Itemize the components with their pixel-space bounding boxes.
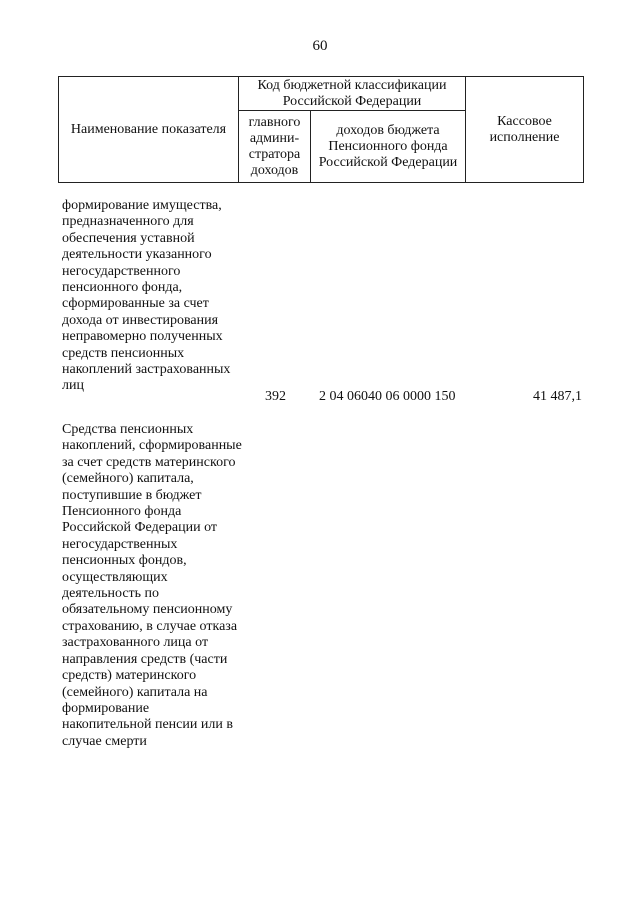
revenue-code-header: доходов бюджета Пенсионного фонда Российской Федерации [311, 111, 466, 183]
row-indicator-name: формирование имущества, предназначенного для обеспечения уставной деятельности указанного негосударственного пенсионного фонда, сформированные за счет дохода от инвестирования неправомерно полученных средств пенсионных накоплений застрахованных лиц [62, 198, 231, 394]
budget-table-header [58, 76, 584, 183]
cash-execution-header: Кассовое исполнение [466, 77, 584, 183]
indicator-name-header: Наименование показателя [59, 77, 239, 183]
row-revenue-code: 2 04 06040 06 0000 150 [319, 389, 456, 404]
row-amount: 41 487,1 [533, 389, 582, 404]
budget-code-group-header: Код бюджетной классификации Российской Федерации [239, 77, 466, 111]
row-indicator-name: Средства пенсионных накоплений, сформированные за счет средств материнского (семейного) капитала, поступившие в бюджет Пенсионного фонда Российской Федерации от негосударственных пенсионных фондов, осуществляющих деятельность по обязательному пенсионному страхованию, в случае отказа застрахованного лица от направления средств (части средств) материнского (семейного) капитала на формирование накопительной пенсии или в случае смерти [62, 422, 242, 749]
row-admin-code: 392 [265, 389, 286, 404]
chief-admin-header: главного админи-стратора доходов [239, 111, 311, 183]
page-number: 60 [312, 38, 328, 54]
